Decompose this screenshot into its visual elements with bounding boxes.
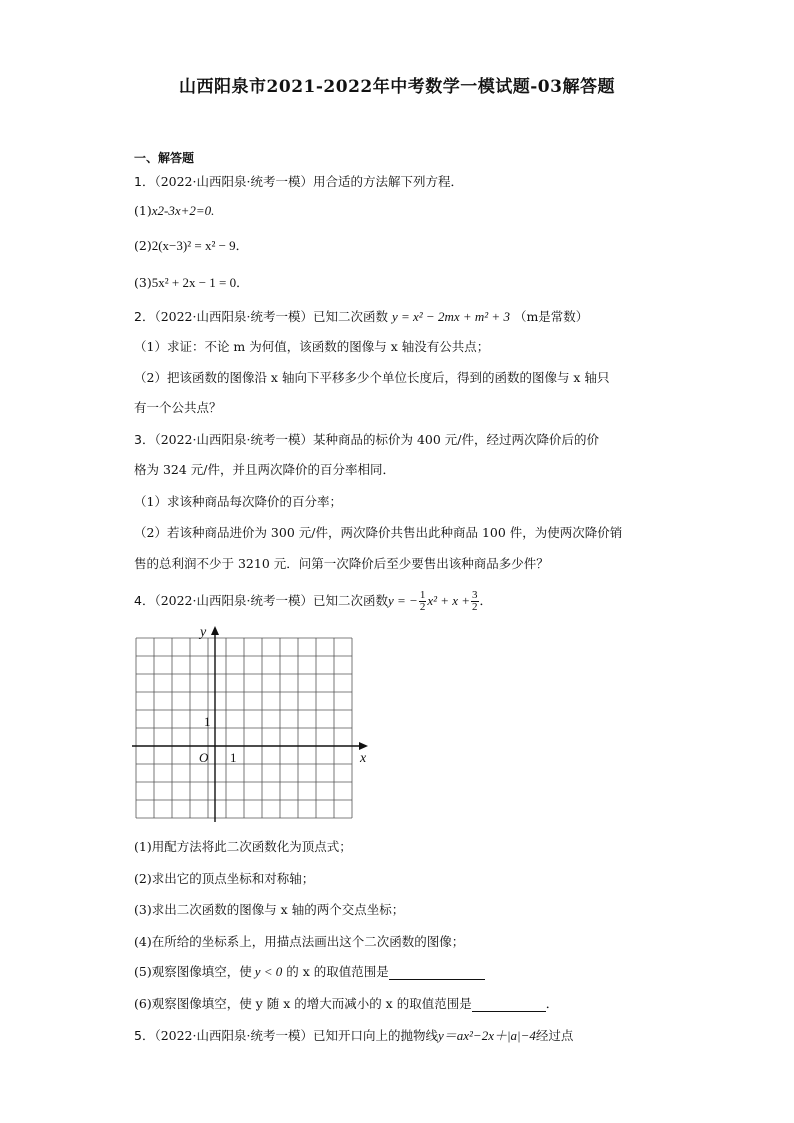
- period: ．: [235, 238, 249, 253]
- question-stem-tail: 经过点: [535, 1028, 574, 1043]
- part-text: 的 x 的取值范围是: [282, 964, 389, 979]
- q3-part-1: （1）求该种商品每次降价的百分率；: [134, 494, 342, 509]
- q4-part-5: [134, 964, 485, 980]
- question-number: 4．: [134, 593, 155, 608]
- equation: x2-3x+2=0.: [151, 203, 215, 218]
- equation: 5x² + 2x − 1 = 0: [151, 275, 237, 290]
- condition: y < 0: [254, 964, 283, 979]
- question-3: [134, 432, 599, 448]
- question-stem: 已知二次函数: [312, 309, 388, 324]
- part-text: (6)观察图像填空，使 y 随 x 的增大而减小的 x 的取值范围是: [134, 996, 472, 1011]
- function-expression: y＝ax²−2x＋|a|−4: [437, 1028, 536, 1043]
- part-text: (5)观察图像填空，使: [134, 964, 252, 979]
- note: （m是常数）: [513, 309, 589, 324]
- equation: 2(x−3)² = x² − 9: [151, 238, 236, 253]
- question-number: 1．: [134, 174, 155, 189]
- function-expression: y = x² − 2mx + m² + 3: [391, 309, 510, 324]
- part-label: (2): [134, 238, 152, 253]
- fraction-one-half: [419, 590, 427, 613]
- question-source: （2022·山西阳泉·统考一模）: [154, 174, 313, 189]
- answer-blank[interactable]: [389, 965, 485, 980]
- q2-part-2-cont: 有一个公共点？: [134, 400, 222, 415]
- question-source: （2022·山西阳泉·统考一模）: [154, 1028, 313, 1043]
- q4-part-4: (4)在所给的坐标系上，用描点法画出这个二次函数的图像；: [134, 934, 465, 949]
- q4-part-1: (1)用配方法将此二次函数化为顶点式；: [134, 839, 352, 854]
- question-1: [134, 174, 463, 190]
- q1-part-2: [134, 238, 248, 254]
- answer-blank[interactable]: [472, 997, 546, 1012]
- period: ．: [236, 275, 249, 290]
- section-heading: 一、解答题: [134, 151, 195, 165]
- numerator: 3: [472, 589, 478, 601]
- question-number: 5．: [134, 1028, 155, 1043]
- numerator: 1: [419, 589, 426, 601]
- q1-part-1: [134, 203, 214, 219]
- question-source: （2022·山西阳泉·统考一模）: [154, 593, 313, 608]
- question-source: （2022·山西阳泉·统考一模）: [154, 432, 313, 447]
- q4-part-2: (2)求出它的顶点坐标和对称轴；: [134, 871, 315, 886]
- q3-stem-cont: 格为 324 元/件，并且两次降价的百分率相同．: [134, 462, 396, 477]
- y-axis-label: y: [200, 625, 207, 640]
- question-4: [134, 590, 492, 613]
- q4-part-3: (3)求出二次函数的图像与 x 轴的两个交点坐标；: [134, 902, 405, 917]
- q2-part-1: （1）求证：不论 m 为何值，该函数的图像与 x 轴没有公共点；: [134, 339, 490, 354]
- q1-part-3: [134, 275, 249, 291]
- x-axis-label: x: [360, 751, 367, 766]
- q3-part-2: （2）若该种商品进价为 300 元/件，两次降价共售出此种商品 100 件，为使两次降价销: [134, 525, 623, 540]
- axes: [132, 626, 368, 822]
- denominator: 2: [472, 601, 478, 613]
- fraction-three-halves: [471, 590, 479, 613]
- coordinate-grid: [128, 622, 378, 827]
- period: ．: [545, 996, 559, 1011]
- question-stem: 某种商品的标价为 400 元/件，经过两次降价后的价: [312, 432, 599, 447]
- question-source: （2022·山西阳泉·统考一模）: [154, 309, 313, 324]
- q3-part-2-cont: 售的总利润不少于 3210 元．问第一次降价后至少要售出该种商品多少件？: [134, 556, 549, 571]
- x-tick-label: 1: [230, 750, 237, 765]
- question-stem: 用合适的方法解下列方程．: [312, 174, 463, 189]
- x-axis-arrow-icon: [359, 742, 368, 750]
- function-part: x² + x +: [427, 593, 471, 608]
- y-tick-label: 1: [204, 714, 211, 729]
- question-2: [134, 309, 588, 325]
- question-5: [134, 1028, 573, 1044]
- q4-part-6: [134, 996, 558, 1012]
- origin-label: O: [199, 750, 209, 765]
- question-number: 2．: [134, 309, 155, 324]
- question-stem: 已知二次函数: [312, 593, 388, 608]
- period: ．: [479, 593, 493, 608]
- part-label: (1): [134, 203, 152, 218]
- part-label: (3): [134, 275, 152, 290]
- question-number: 3．: [134, 432, 155, 447]
- q2-part-2: （2）把该函数的图像沿 x 轴向下平移多少个单位长度后，得到的函数的图像与 x 轴只: [134, 370, 610, 385]
- function-part: y = −: [387, 593, 418, 608]
- y-axis-arrow-icon: [211, 626, 219, 635]
- page-title: 山西阳泉市2021-2022年中考数学一模试题-03解答题: [179, 77, 615, 97]
- grid-lines: [136, 638, 352, 818]
- question-stem: 已知开口向上的抛物线: [312, 1028, 438, 1043]
- denominator: 2: [419, 601, 426, 613]
